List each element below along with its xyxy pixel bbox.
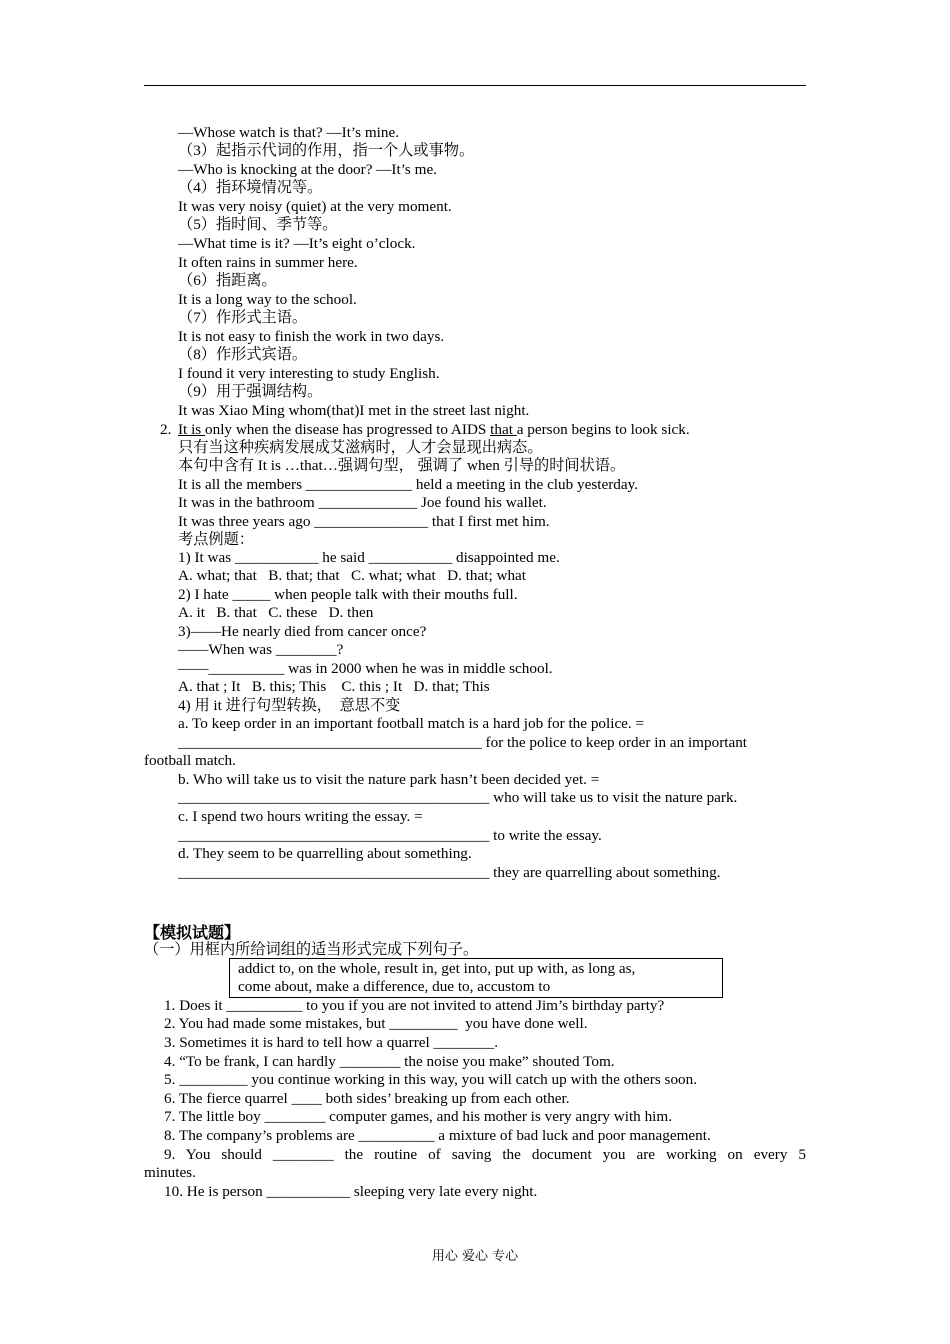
text-line: It was in the bathroom _____________ Joe found his wallet. (178, 494, 547, 511)
text-line: It was three years ago _______________ that I first met him. (178, 513, 550, 530)
question-6: 6. The fierce quarrel ____ both sides’ breaking up from each other. (164, 1090, 570, 1107)
question-7: 7. The little boy ________ computer games, and his mother is very angry with him. (164, 1108, 672, 1125)
question-5: 5. _________ you continue working in this way, you will catch up with the others soon. (164, 1071, 698, 1088)
text-line: I found it very interesting to study English. (178, 365, 440, 382)
text-line: —What time is it? —It’s eight o’clock. (178, 235, 416, 252)
underlined-that: that (490, 421, 517, 438)
text-line: _________________________________________ who will take us to visit the nature park. (178, 789, 738, 806)
sentence-middle: only when the disease has progressed to AIDS (205, 421, 491, 438)
question-1: 1. Does it __________ to you if you are not invited to attend Jim’s birthday party? (164, 997, 665, 1014)
text-line: _________________________________________ they are quarrelling about something. (178, 864, 721, 881)
question-9: 9. You should ________ the routine of saving the document you are working on every 5 (164, 1146, 806, 1163)
text-line: A. what; that B. that; that C. what; what D. that; what (178, 567, 526, 584)
question-4: 4. “To be frank, I can hardly ________ the noise you make” shouted Tom. (164, 1053, 615, 1070)
question-3: 3. Sometimes it is hard to tell how a quarrel ________. (164, 1034, 499, 1051)
question-2: 2. You had made some mistakes, but _________ you have done well. (164, 1015, 588, 1032)
word-bank-line: addict to, on the whole, result in, get into, put up with, as long as, (238, 960, 636, 977)
text-line: c. I spend two hours writing the essay. = (178, 808, 423, 825)
text-line: It is not easy to finish the work in two days. (178, 328, 445, 345)
word-bank-box (229, 958, 723, 998)
text-line: b. Who will take us to visit the nature park hasn’t been decided yet. = (178, 771, 600, 788)
text-line: 只有当这种疾病发展成艾滋病时，人才会显现出病态。 (178, 439, 543, 456)
question-8: 8. The company’s problems are __________ a mixture of bad luck and poor management. (164, 1127, 711, 1144)
question-10: 10. He is person ___________ sleeping very late every night. (164, 1183, 538, 1200)
text-line: 1) It was ___________ he said ___________ disappointed me. (178, 549, 560, 566)
text-line: A. that ; It B. this; This C. this ; It D. that; This (178, 678, 490, 695)
text-line: （9）用于强调结构。 (178, 383, 323, 400)
text-line: a. To keep order in an important football match is a hard job for the police. = (178, 715, 645, 732)
text-line: It often rains in summer here. (178, 254, 358, 271)
text-line: ________________________________________ for the police to keep order in an important (178, 734, 748, 751)
text-line: It is all the members ______________ held a meeting in the club yesterday. (178, 476, 639, 493)
text-line: A. it B. that C. these D. then (178, 604, 374, 621)
text-line: （3）起指示代词的作用，指一个人或事物。 (178, 142, 475, 159)
text-line: 4) 用 it 进行句型转换， 意思不变 (178, 697, 401, 714)
page-footer: 用心 爱心 专心 (431, 1249, 519, 1264)
text-line: （5）指时间、季节等。 (178, 216, 338, 233)
text-line: d. They seem to be quarrelling about something. (178, 845, 472, 862)
header-rule (144, 85, 806, 86)
section-instruction: （一）用框内所给词组的适当形式完成下列句子。 (144, 941, 479, 958)
text-line: 3)——He nearly died from cancer once? (178, 623, 427, 640)
text-line: （8）作形式宾语。 (178, 346, 308, 363)
word-bank-line: come about, make a difference, due to, accustom to (238, 978, 551, 995)
text-line: ——__________ was in 2000 when he was in middle school. (178, 660, 553, 677)
text-line: —Who is knocking at the door? —It’s me. (178, 161, 437, 178)
text-line: （6）指距离。 (178, 272, 277, 289)
example-sentence (178, 421, 690, 439)
text-line: 本句中含有 It is …that…强调句型， 强调了 when 引导的时间状语。 (178, 457, 626, 474)
question-9-cont: minutes. (144, 1164, 196, 1181)
text-line: _________________________________________ to write the essay. (178, 827, 602, 844)
item-number: 2. (160, 421, 172, 438)
sentence-end: a person begins to look sick. (516, 421, 690, 438)
text-line: （7）作形式主语。 (178, 309, 308, 326)
underlined-it-is: It is (178, 421, 206, 438)
text-line: football match. (144, 752, 236, 769)
text-line: 2) I hate _____ when people talk with their mouths full. (178, 586, 518, 603)
text-line: It was Xiao Ming whom(that)I met in the street last night. (178, 402, 530, 419)
text-line: It was very noisy (quiet) at the very moment. (178, 198, 452, 215)
section-title: 【模拟试题】 (144, 923, 241, 942)
text-line: It is a long way to the school. (178, 291, 357, 308)
text-line: 考点例题： (178, 531, 254, 548)
text-line: （4）指环境情况等。 (178, 179, 323, 196)
text-line: —Whose watch is that? —It’s mine. (178, 124, 400, 141)
text-line: ——When was ________? (178, 641, 344, 658)
